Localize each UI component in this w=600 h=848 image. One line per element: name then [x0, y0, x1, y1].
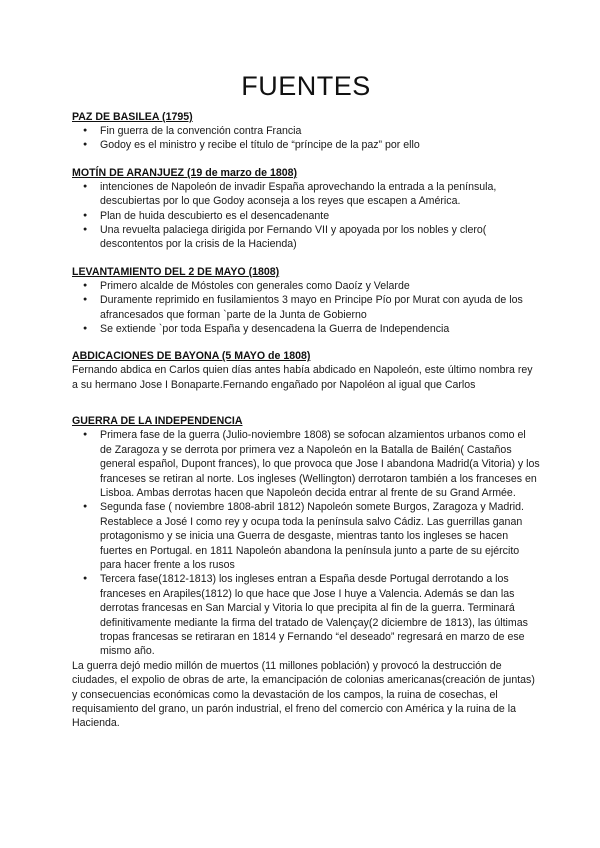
bullet-list — [72, 279, 540, 337]
page-title: FUENTES — [241, 71, 371, 101]
closing-paragraph: La guerra dejó medio millón de muertos (11 millones población) y provocó la destrucción de ciudades, el expolio de obras de arte, la emancipación de colonias americanas(creación de juntas) y consecuencias económicas como la devastación de los campos, la ruina de cosechas, el requisamiento del grano, un parón industrial, el freno del comercio con América y la ruina de la Hacienda. — [72, 659, 535, 730]
list-item: ● Tercera fase(1812-1813) los ingleses entran a España desde Portugal derrotando a los franceses en Arapiles(1812) lo que hace que Jose I huye a Valencia. Además se dan las derrotas francesas en San Marcial y Vitoria lo que precipita al fin de la guerra. Terminará definitivamente mediante la firma del tratado de Valençay(2 diciembre de 1813), las últimas tropas francesas se retiraran en 1814 y Fernando “el deseado” regresará en marzo de ese mismo año. — [100, 572, 540, 658]
list-item: ● Se extiende `por toda España y desencadena la Guerra de Independencia — [100, 322, 540, 336]
bullet-list — [72, 180, 540, 252]
list-item: ● Primero alcalde de Móstoles con generales como Daoíz y Velarde — [100, 279, 540, 293]
section-motin-de-aranjuez — [72, 166, 540, 252]
list-item: ● Godoy es el ministro y recibe el título de “príncipe de la paz” por ello — [100, 138, 540, 152]
section-levantamiento-2-mayo — [72, 265, 540, 337]
section-guerra-de-la-independencia — [72, 414, 540, 731]
list-item: ● Segunda fase ( noviembre 1808-abril 1812) Napoleón somete Burgos, Zaragoza y Madrid. Restablece a José I como rey y ocupa toda la península salvo Cádiz. Las guerrillas ganan protagonismo y se inicia una Guerra de desgaste, mientras tanto los ingleses se hacen fuertes en Portugal. en 1811 Napoleón abandona la península junto a parte de su ejército para hacer frente a los rusos — [100, 500, 540, 572]
list-item: ● Plan de huida descubierto es el desencadenante — [100, 209, 540, 223]
list-item: ● Duramente reprimido en fusilamientos 3 mayo en Principe Pío por Murat con ayuda de los afrancesados que forman `parte de la Junta de Gobierno — [100, 293, 540, 322]
bullet-list — [72, 428, 540, 659]
section-paragraph: Fernando abdica en Carlos quien días antes había abdicado en Napoleón, este último nombra rey a su hermano Jose I Bonaparte.Fernando engañado por Napoléon al igual que Carlos — [72, 364, 533, 391]
bullet-list — [72, 124, 540, 153]
section-heading: GUERRA DE LA INDEPENDENCIA — [72, 415, 243, 428]
list-item: ● intenciones de Napoleón de invadir España aprovechando la entrada a la península, descubiertas por lo que Godoy aconseja a los reyes que escapen a América. — [100, 180, 540, 209]
list-item: ● Fin guerra de la convención contra Francia — [100, 124, 540, 138]
section-heading: PAZ DE BASILEA (1795) — [72, 111, 193, 123]
section-abdicaciones-de-bayona — [72, 349, 540, 392]
section-heading: ABDICACIONES DE BAYONA (5 MAYO de 1808) — [72, 350, 311, 363]
section-heading: MOTÍN DE ARANJUEZ (19 de marzo de 1808) — [72, 166, 298, 179]
section-heading: LEVANTAMIENTO DEL 2 DE MAYO (1808) — [72, 265, 280, 278]
list-item: ● Primera fase de la guerra (Julio-noviembre 1808) se sofocan alzamientos urbanos como el de Zaragoza y se derrota por primera vez a Napoleón en la Batalla de Bailén( Castaños general español, Dupont frances), lo que provoca que Jose I abandona Madrid(a Vitoria) y los franceses se retiran al norte. Los ingleses (Wellington) derrotaron también a los franceses en Lisboa. Ambas derrotas hacen que Napoleón decida entrar al frente de su Grand Armée. — [100, 428, 540, 500]
section-paz-de-basilea — [72, 110, 540, 153]
list-item: ● Una revuelta palaciega dirigida por Fernando VII y apoyada por los nobles y clero( descontentos por la crisis de la Hacienda) — [100, 223, 540, 252]
